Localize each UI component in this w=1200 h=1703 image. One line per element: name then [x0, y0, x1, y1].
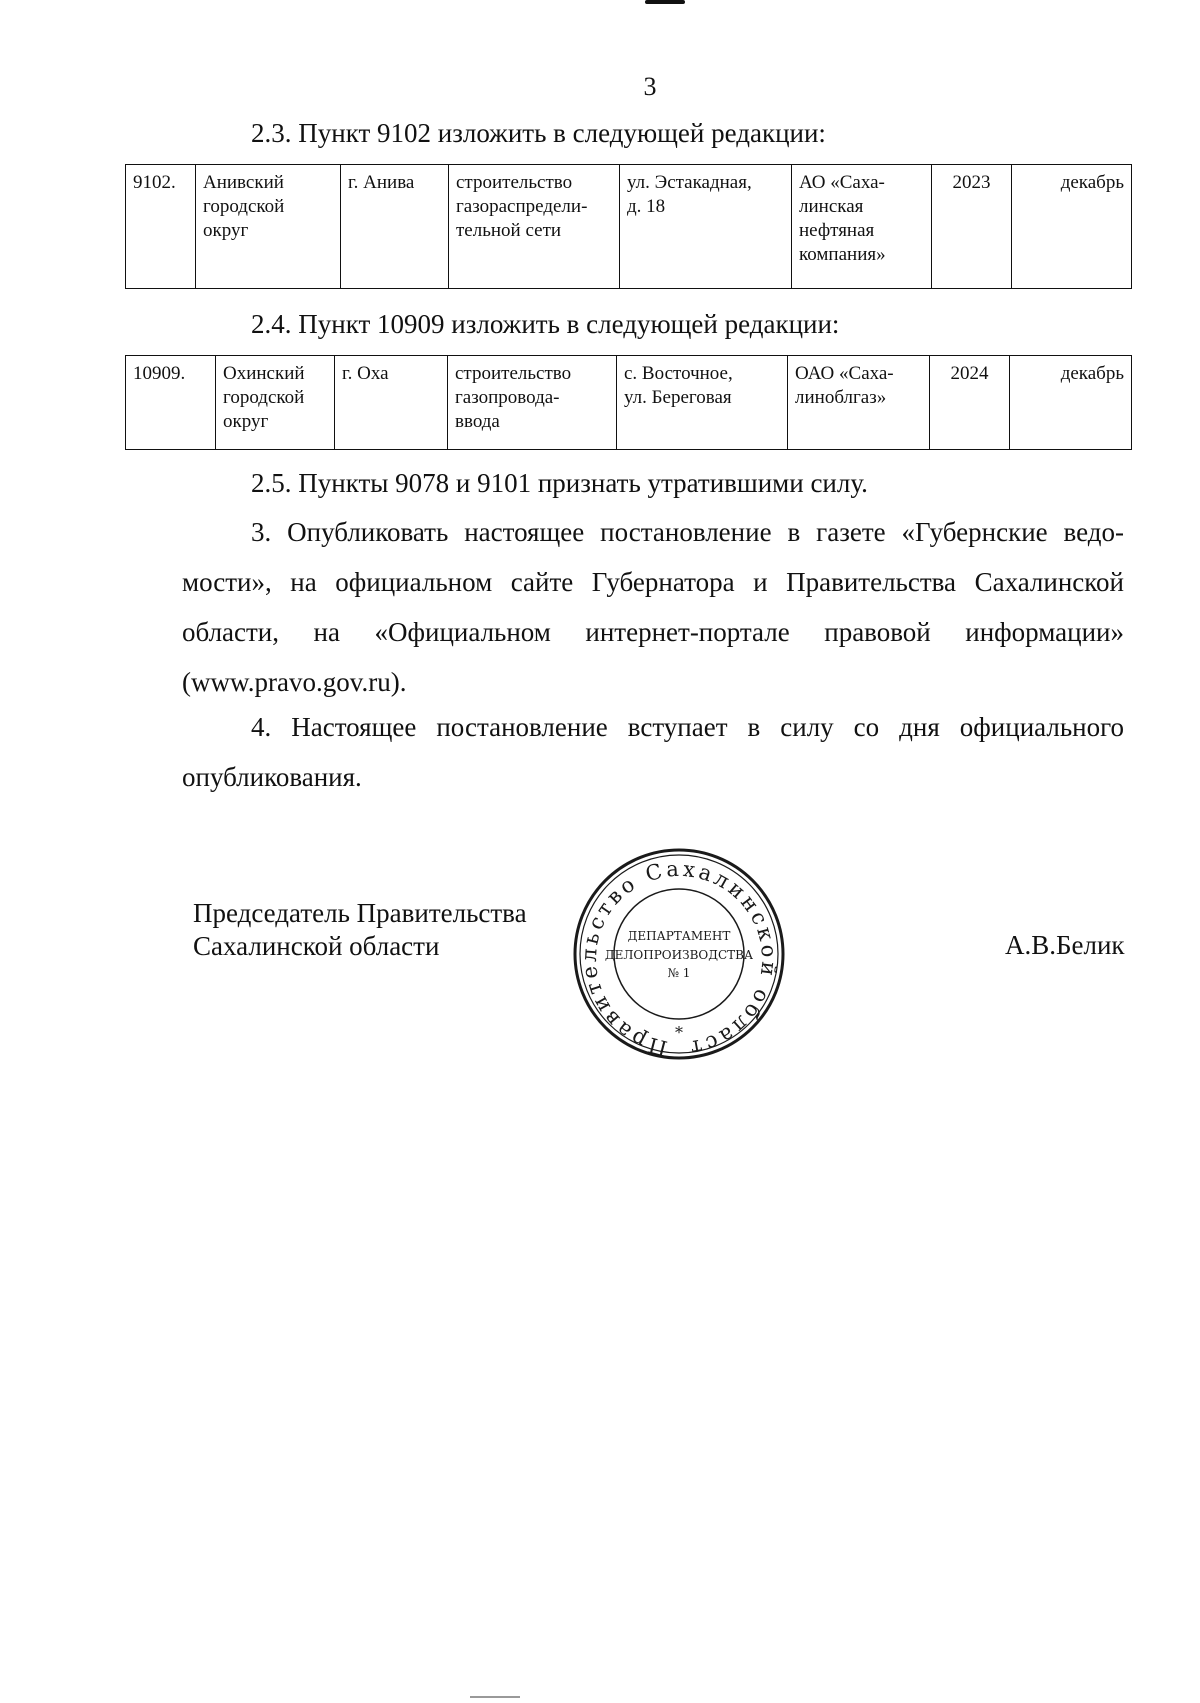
district-line: округ [223, 411, 269, 432]
section-3-line: 3. Опубликовать настоящее постановление в газете «Губернские ведо- [251, 517, 1124, 547]
district-line: Анивский [203, 172, 284, 193]
section-2-4-heading: 2.4. Пункт 10909 изложить в следующей редакции: [251, 309, 840, 339]
work-cell [449, 165, 620, 289]
signer-position [193, 897, 527, 963]
district-line: округ [203, 220, 249, 241]
address-cell [620, 165, 792, 289]
item-number-cell: 9102. [126, 165, 196, 289]
company-line: АО «Саха- [799, 172, 885, 193]
address-line: д. 18 [627, 196, 666, 217]
company-cell [788, 356, 930, 450]
signer-name: А.В.Белик [1005, 930, 1125, 960]
section-4-line: 4. Настоящее постановление вступает в силу со дня официального [251, 712, 1124, 742]
section-3-line: (www.pravo.gov.ru). [182, 667, 407, 697]
address-line: ул. Береговая [624, 387, 732, 408]
section-3-line: области, на «Официальном интернет-портале правовой информации» [182, 617, 1124, 647]
page-edge-mark [645, 0, 685, 4]
seal-center-line: № 1 [667, 966, 691, 980]
section-2-3-heading: 2.3. Пункт 9102 изложить в следующей редакции: [251, 118, 826, 148]
company-line: компания» [799, 244, 886, 265]
year-cell: 2024 [930, 356, 1010, 450]
seal-star: * [675, 1023, 683, 1042]
work-line: газораспредели- [456, 196, 588, 217]
work-line: строительство [455, 363, 572, 384]
city-cell: г. Оха [335, 356, 448, 450]
month-cell: декабрь [1012, 165, 1132, 289]
month-cell: декабрь [1010, 356, 1132, 450]
district-line: Охинский [223, 363, 305, 384]
address-line: с. Восточное, [624, 363, 733, 384]
company-line: линская [799, 196, 864, 217]
company-line: ОАО «Саха- [795, 363, 894, 384]
district-line: городской [223, 387, 305, 408]
section-4-line: опубликования. [182, 762, 362, 792]
section-3-line: мости», на официальном сайте Губернатора и Правительства Сахалинской [182, 567, 1124, 597]
seal-center-line: ДЕПАРТАМЕНТ [627, 929, 731, 943]
section-2-5-paragraph: 2.5. Пункты 9078 и 9101 признать утратившими силу. [251, 468, 868, 498]
work-line: тельной сети [456, 220, 562, 241]
district-cell [196, 165, 341, 289]
seal-ring-text: Правительство Сахалинской област [576, 856, 782, 1061]
work-line: газопровода- [455, 387, 560, 408]
district-line: городской [203, 196, 285, 217]
company-cell [792, 165, 932, 289]
table-item-10909 [125, 355, 1132, 450]
signer-position-line: Председатель Правительства [193, 898, 527, 928]
city-cell: г. Анива [341, 165, 449, 289]
table-item-9102 [125, 164, 1132, 289]
page-bottom-mark [470, 1696, 520, 1698]
company-line: нефтяная [799, 220, 875, 241]
district-cell [216, 356, 335, 450]
work-line: ввода [455, 411, 500, 432]
address-cell [617, 356, 788, 450]
year-cell: 2023 [932, 165, 1012, 289]
table-row [126, 356, 1132, 450]
table-row [126, 165, 1132, 289]
seal-center-line: ДЕЛОПРОИЗВОДСТВА [604, 948, 754, 962]
page-number: 3 [643, 72, 657, 101]
work-line: строительство [456, 172, 573, 193]
address-line: ул. Эстакадная, [627, 172, 752, 193]
official-seal [566, 846, 792, 1062]
item-number-cell: 10909. [126, 356, 216, 450]
company-line: линоблгаз» [795, 387, 887, 408]
work-cell [448, 356, 617, 450]
official-seal-graphic [566, 846, 792, 1062]
signer-position-line: Сахалинской области [193, 931, 440, 961]
